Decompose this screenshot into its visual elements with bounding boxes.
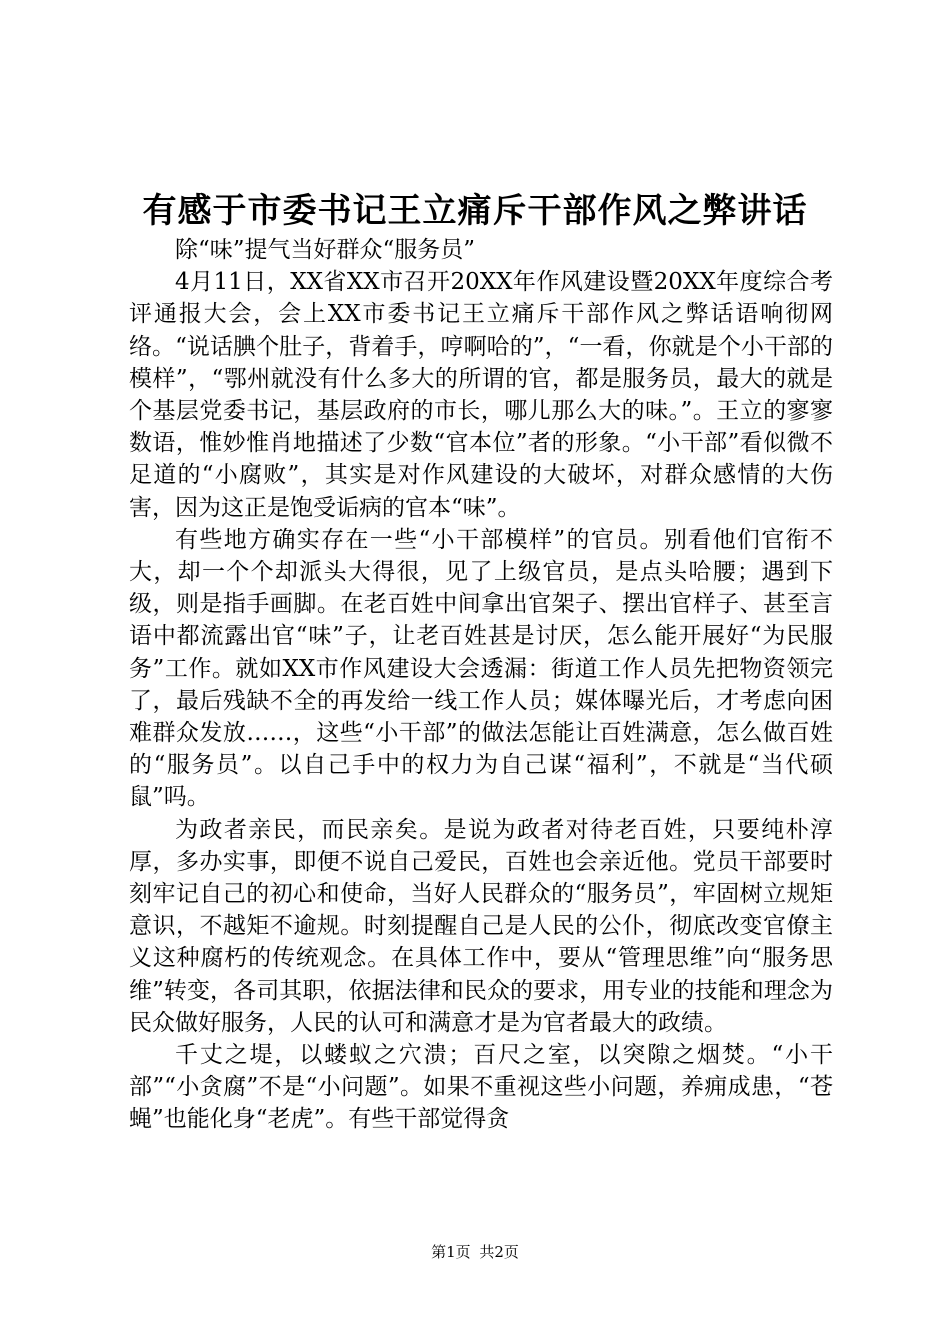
page-total: 共2页: [479, 1243, 519, 1261]
paragraph-4: 千丈之堤，以蝼蚁之穴溃；百尺之室，以突隙之烟焚。“小干部”“小贪腐”不是“小问题”。如果不重视这些小问题，养痈成患，“苍蝇”也能化身“老虎”。有些干部觉得贪: [129, 1042, 833, 1133]
page-number: 第1页: [431, 1243, 471, 1261]
page-footer: [0, 1242, 950, 1262]
document-body: [129, 234, 833, 1136]
document-subtitle: 除“味”提气当好群众“服务员”: [175, 237, 476, 263]
document-title: 有感于市委书记王立痛斥干部作风之弊讲话: [142, 191, 808, 231]
paragraph-2: 有些地方确实存在一些“小干部模样”的官员。别看他们官衔不大，却一个个却派头大得很，见了上级官员，是点头哈腰；遇到下级，则是指手画脚。在老百姓中间拿出官架子、摆出官样子、甚至言语中都流露出官“味”子，让老百姓甚是讨厌，怎么能开展好“为民服务”工作。就如XX市作风建设大会透漏：街道工作人员先把物资领完了，最后残缺不全的再发给一线工作人员；媒体曝光后，才考虑向困难群众发放……，这些“小干部”的做法怎能让百姓满意，怎么做百姓的“服务员”。以自己手中的权力为自己谋“福利”，不就是“当代硕鼠”吗。: [129, 526, 833, 811]
paragraph-3: 为政者亲民，而民亲矣。是说为政者对待老百姓，只要纯朴淳厚，多办实事，即便不说自己爱民，百姓也会亲近他。党员干部要时刻牢记自己的初心和使命，当好人民群众的“服务员”，牢固树立规矩意识，不越矩不逾规。时刻提醒自己是人民的公仆，彻底改变官僚主义这种腐朽的传统观念。在具体工作中，要从“管理思维”向“服务思维”转变，各司其职，依据法律和民众的要求，用专业的技能和理念为民众做好服务，人民的认可和满意才是为官者最大的政绩。: [129, 816, 833, 1036]
paragraph-1: 4月11日，XX省XX市召开20XX年作风建设暨20XX年度综合考评通报大会，会上XX市委书记王立痛斥干部作风之弊话语响彻网络。“说话腆个肚子，背着手，哼啊哈的”，“一看，你就是个小干部的模样”，“鄂州就没有什么多大的所谓的官，都是服务员，最大的就是个基层党委书记，基层政府的市长，哪儿那么大的味。”。王立的寥寥数语，惟妙惟肖地描述了少数“官本位”者的形象。“小干部”看似微不足道的“小腐败”，其实是对作风建设的大破坏，对群众感情的大伤害，因为这正是饱受诟病的官本“味”。: [129, 269, 833, 521]
